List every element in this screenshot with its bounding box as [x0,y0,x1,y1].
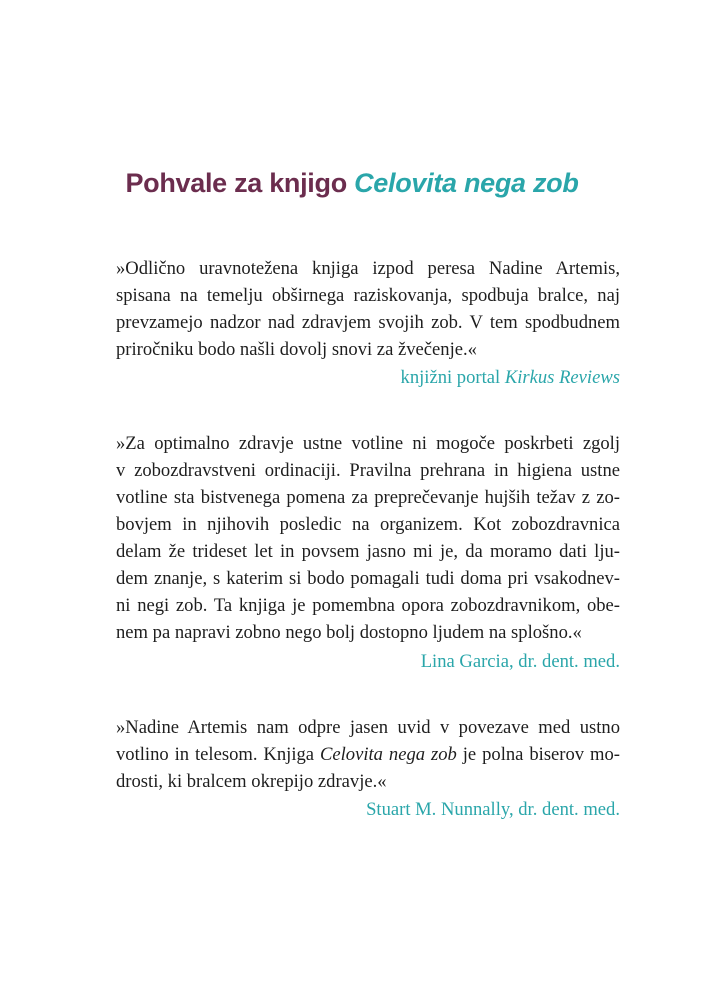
quote-book-title: Celovita nega zob [319,744,457,765]
quote-kirkus [116,255,620,363]
quote-line: delam že trideset let in povsem jasno mi je, da moramo dati lju- [116,541,620,562]
source-italic: Kirkus Reviews [504,367,620,388]
quote-line: dem znanje, s katerim si bodo pomagali tudi doma pri vsakodnev- [116,568,620,589]
quote-source-garcia: Lina Garcia, dr. dent. med. [420,651,620,672]
quote-source-nunnally: Stuart M. Nunnally, dr. dent. med. [366,799,620,820]
quote-line: v zobozdravstveni ordinaciji. Pravilna prehrana in higiena ustne [116,460,620,481]
quote-nunnally [116,714,620,795]
quote-line: drosti, ki bralcem okrepijo zdravje.« [116,771,387,792]
quote-line: »Za optimalno zdravje ustne votline ni mogoče poskrbeti zgolj [116,433,620,454]
heading-book-title: Celovita nega zob [354,168,579,198]
quote-line: nem pa napravi zobno nego bolj dostopno ljudem na splošno.« [116,622,582,643]
quote-line: priročniku bodo našli dovolj snovi za žvečenje.« [116,339,477,360]
quote-source-kirkus [116,364,620,391]
quote-line: prevzamejo nadzor nad zdravjem svojih zob. V tem spodbudnem [116,312,620,333]
page-heading [0,165,704,201]
quote-line: »Odlično uravnotežena knjiga izpod peresa Nadine Artemis, [116,258,620,279]
quote-garcia [116,430,620,646]
quote-line [116,741,620,768]
quote-text: je polna biserov mo- [456,744,620,765]
quote-line: votline sta bistvenega pomena za preprečevanje hujših težav z zo- [116,487,620,508]
quote-line: spisana na temelju obširnega raziskovanja, spodbuja bralce, naj [116,285,620,306]
quote-line: »Nadine Artemis nam odpre jasen uvid v povezave med ustno [116,717,620,738]
heading-prefix: Pohvale za knjigo [125,168,355,198]
quote-line: ni negi zob. Ta knjiga je pomembna opora zobozdravnikom, obe- [116,595,620,616]
source-prefix: knjižni portal [400,367,505,388]
quote-line: bovjem in njihovih posledic na organizem. Kot zobozdravnica [116,514,620,535]
quote-text: votlino in telesom. Knjiga [116,744,320,765]
